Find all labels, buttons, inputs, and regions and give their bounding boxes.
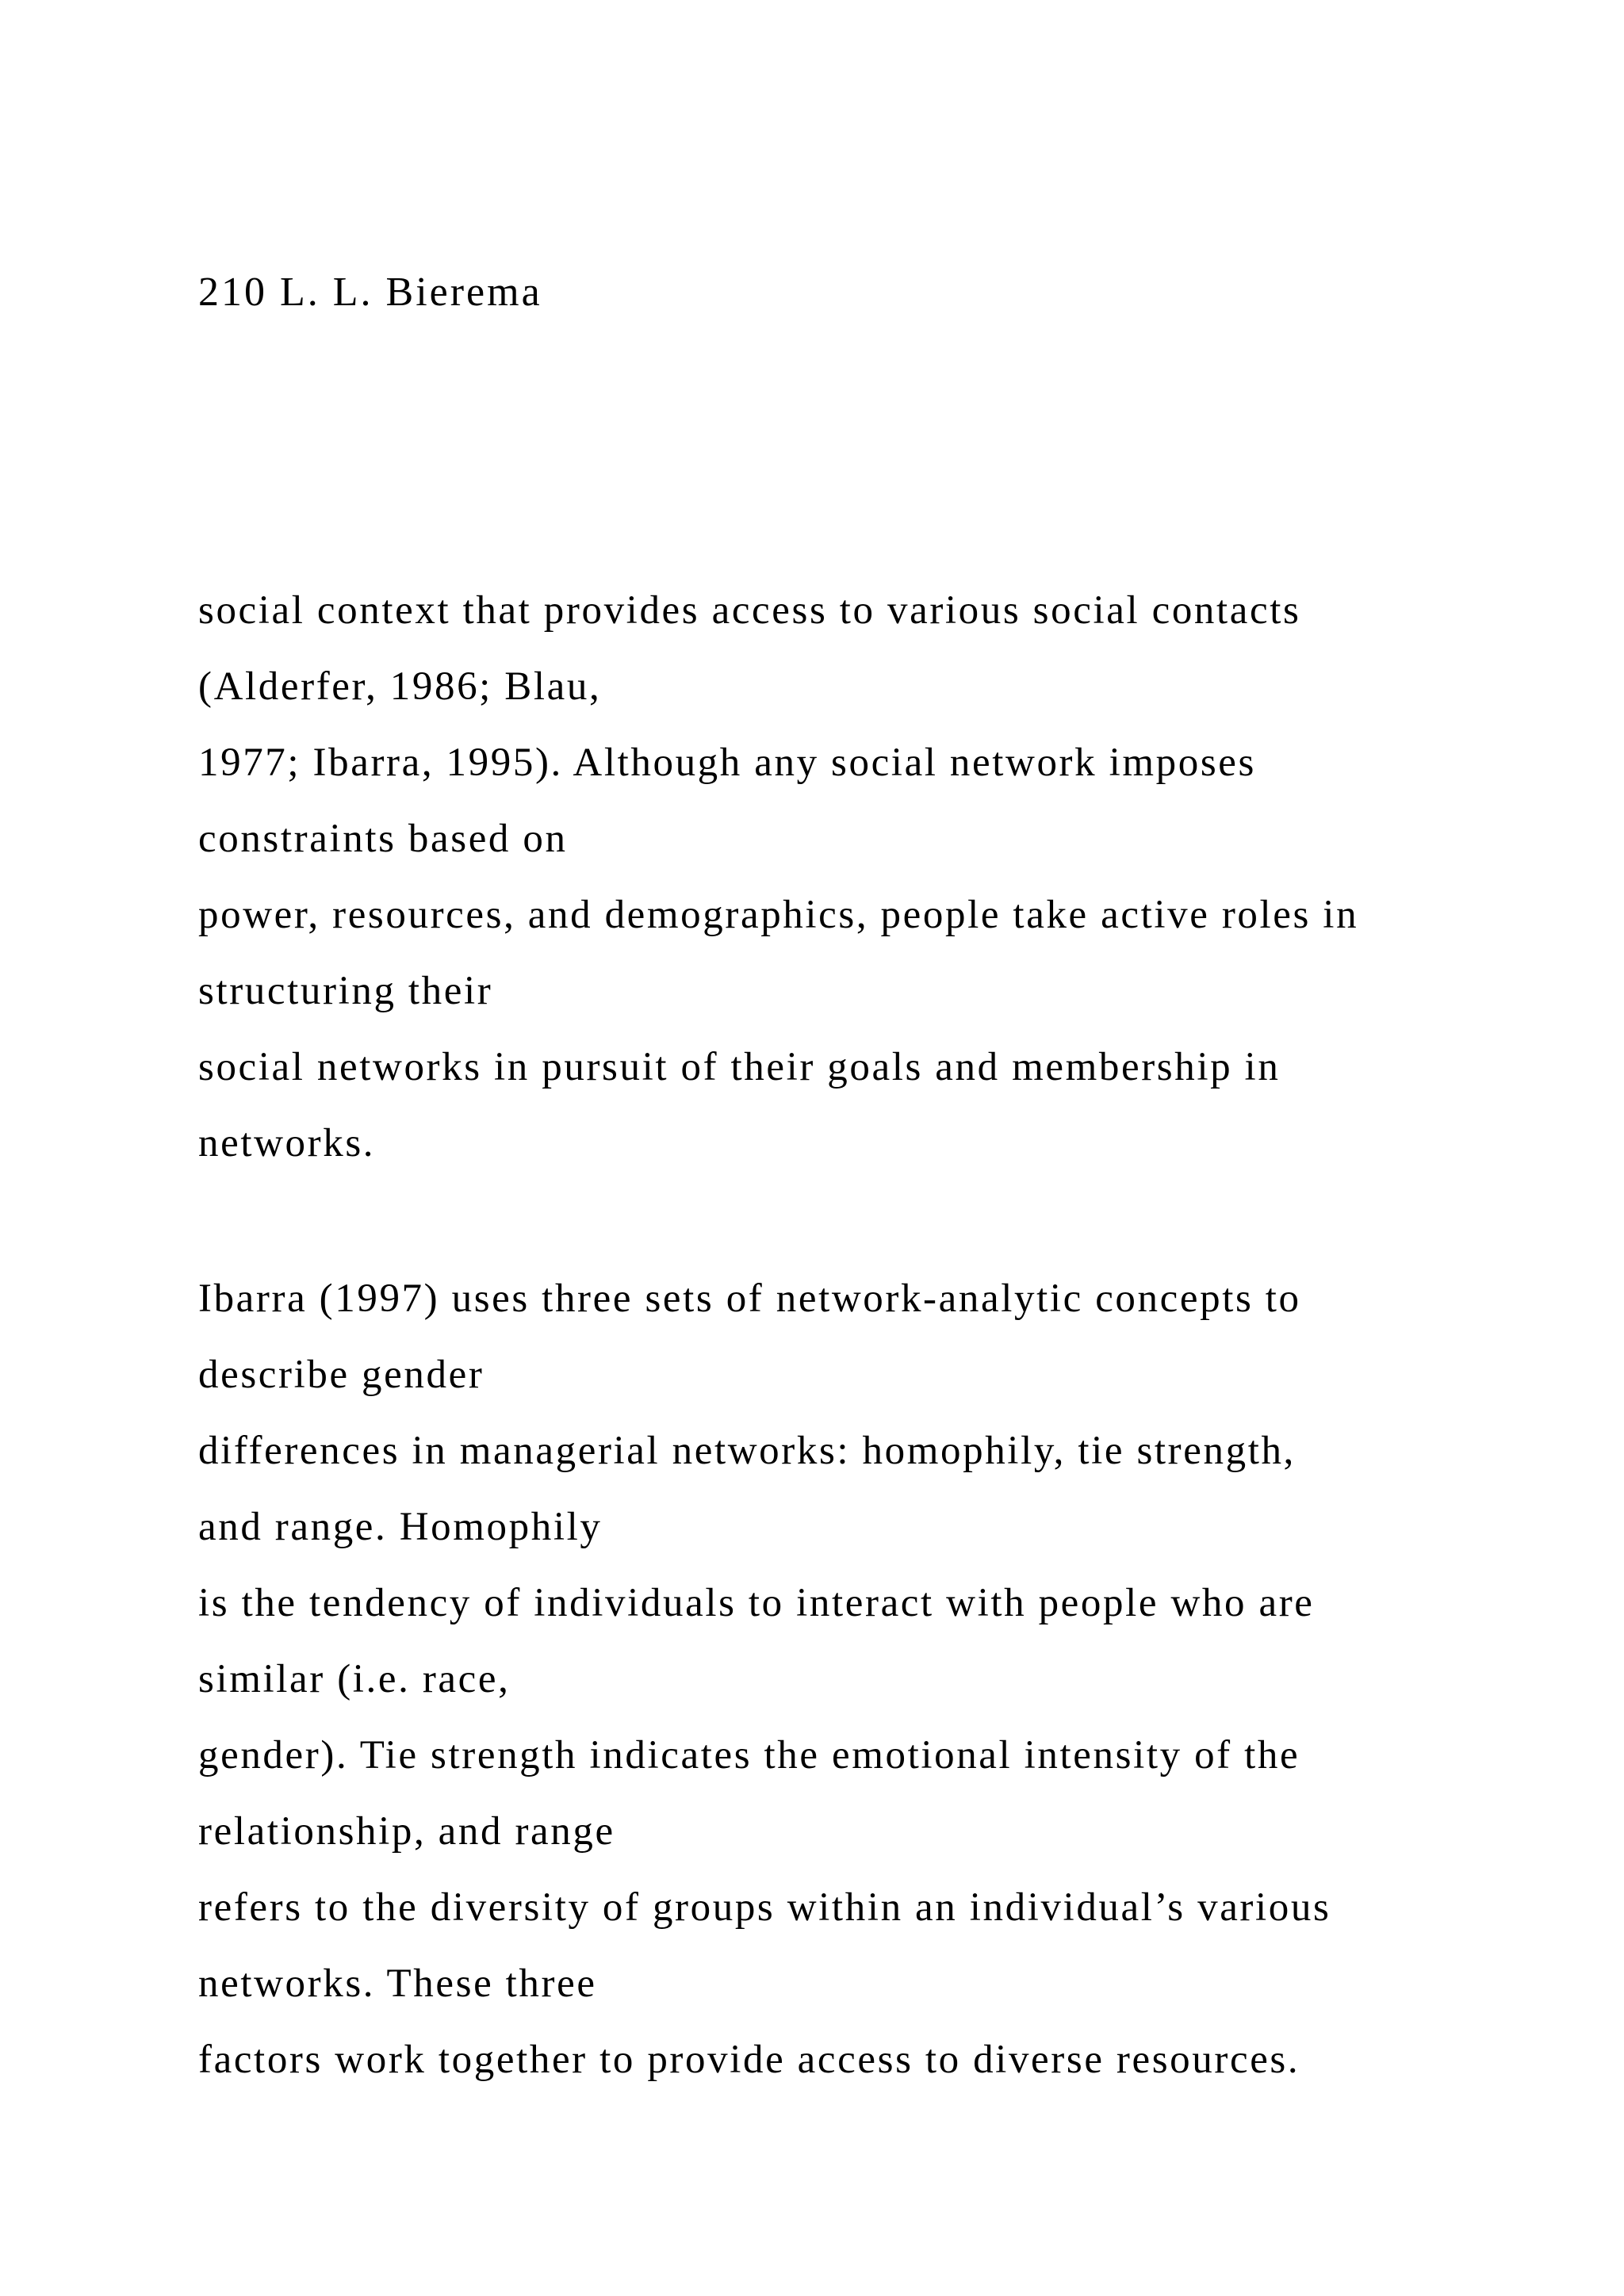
paragraph-line: Ibarra (1997) uses three sets of network-analytic concepts to <box>198 1276 1301 1321</box>
paragraph-line: similar (i.e. race, <box>198 1657 511 1701</box>
paragraph-line: describe gender <box>198 1353 485 1397</box>
paragraph-line: refers to the diversity of groups within an individual’s various <box>198 1885 1331 1930</box>
paragraph-line: factors work together to provide access to diverse resources. <box>198 2038 1300 2082</box>
paragraph-line: social networks in pursuit of their goals and membership in <box>198 1045 1281 1089</box>
paragraph-line: gender). Tie strength indicates the emotional intensity of the <box>198 1733 1300 1777</box>
paragraph-line: and range. Homophily <box>198 1505 603 1549</box>
paragraph-line: constraints based on <box>198 817 568 861</box>
paragraph-line: networks. <box>198 1121 376 1165</box>
paragraph-line: power, resources, and demographics, people take active roles in <box>198 893 1359 937</box>
paragraph-line: networks. These three <box>198 1961 597 2006</box>
paragraph-line: structuring their <box>198 969 493 1013</box>
paragraph-line: relationship, and range <box>198 1809 615 1854</box>
paragraph-line: social context that provides access to various social contacts <box>198 588 1301 633</box>
paragraph-line: is the tendency of individuals to interact with people who are <box>198 1581 1315 1625</box>
paragraph-line: (Alderfer, 1986; Blau, <box>198 664 602 709</box>
paragraph-line: 1977; Ibarra, 1995). Although any social network imposes <box>198 740 1256 785</box>
running-header: 210 L. L. Bierema <box>198 270 542 315</box>
paragraph-line: differences in managerial networks: homophily, tie strength, <box>198 1429 1296 1473</box>
